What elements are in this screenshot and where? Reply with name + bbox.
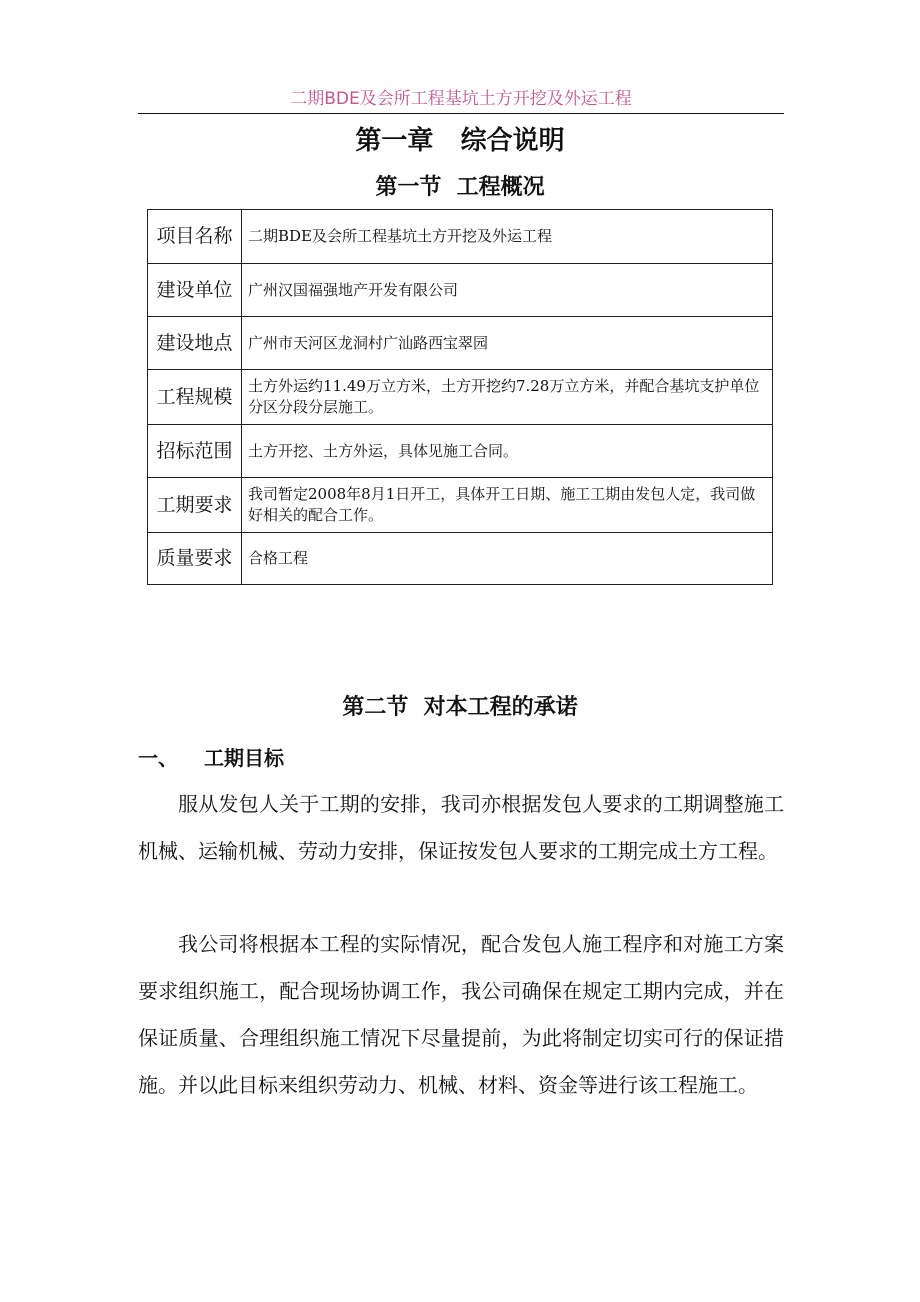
sub-heading-title: 工期目标 xyxy=(204,746,284,770)
table-row xyxy=(148,264,773,317)
row-value: 广州市天河区龙洞村广汕路西宝翠园 xyxy=(242,317,773,370)
section-title-overview: 第一节 工程概况 xyxy=(375,174,545,200)
sub-heading-number: 一、 xyxy=(138,746,178,770)
table-row xyxy=(148,425,773,478)
row-value: 合格工程 xyxy=(242,533,773,585)
table-row xyxy=(148,478,773,533)
chapter-title: 第一章 综合说明 xyxy=(355,126,565,156)
table-row xyxy=(148,317,773,370)
row-value: 土方开挖、土方外运，具体见施工合同。 xyxy=(242,425,773,478)
row-value: 我司暂定2008年8月1日开工，具体开工日期、施工工期由发包人定，我司做好相关的配合工作。 xyxy=(242,478,773,533)
row-label: 建设地点 xyxy=(148,317,242,370)
row-value: 土方外运约11.49万立方米，土方开挖约7.28万立方米，并配合基坑支护单位分区分段分层施工。 xyxy=(242,370,773,425)
row-label: 招标范围 xyxy=(148,425,242,478)
section-title-commitment: 第二节 对本工程的承诺 xyxy=(342,694,578,720)
sub-heading-schedule-goal xyxy=(138,742,284,771)
row-label: 项目名称 xyxy=(148,210,242,264)
row-label: 建设单位 xyxy=(148,264,242,317)
table-row xyxy=(148,210,773,264)
paragraph: 服从发包人关于工期的安排，我司亦根据发包人要求的工期调整施工机械、运输机械、劳动力安排，保证按发包人要求的工期完成土方工程。 xyxy=(138,792,784,863)
row-label: 工期要求 xyxy=(148,478,242,533)
table-row xyxy=(148,533,773,585)
table-row xyxy=(148,370,773,425)
row-value: 二期BDE及会所工程基坑土方开挖及外运工程 xyxy=(242,210,773,264)
row-label: 工程规模 xyxy=(148,370,242,425)
project-overview-table xyxy=(147,209,773,585)
row-value: 广州汉国福强地产开发有限公司 xyxy=(242,264,773,317)
page-header: 二期BDE及会所工程基坑土方开挖及外运工程 xyxy=(138,84,784,114)
row-label: 质量要求 xyxy=(148,533,242,585)
paragraph: 我公司将根据本工程的实际情况，配合发包人施工程序和对施工方案要求组织施工，配合现场协调工作，我公司确保在规定工期内完成，并在保证质量、合理组织施工情况下尽量提前，为此将制定切实可行的保证措施。并以此目标来组织劳动力、机械、材料、资金等进行该工程施工。 xyxy=(138,932,784,1097)
